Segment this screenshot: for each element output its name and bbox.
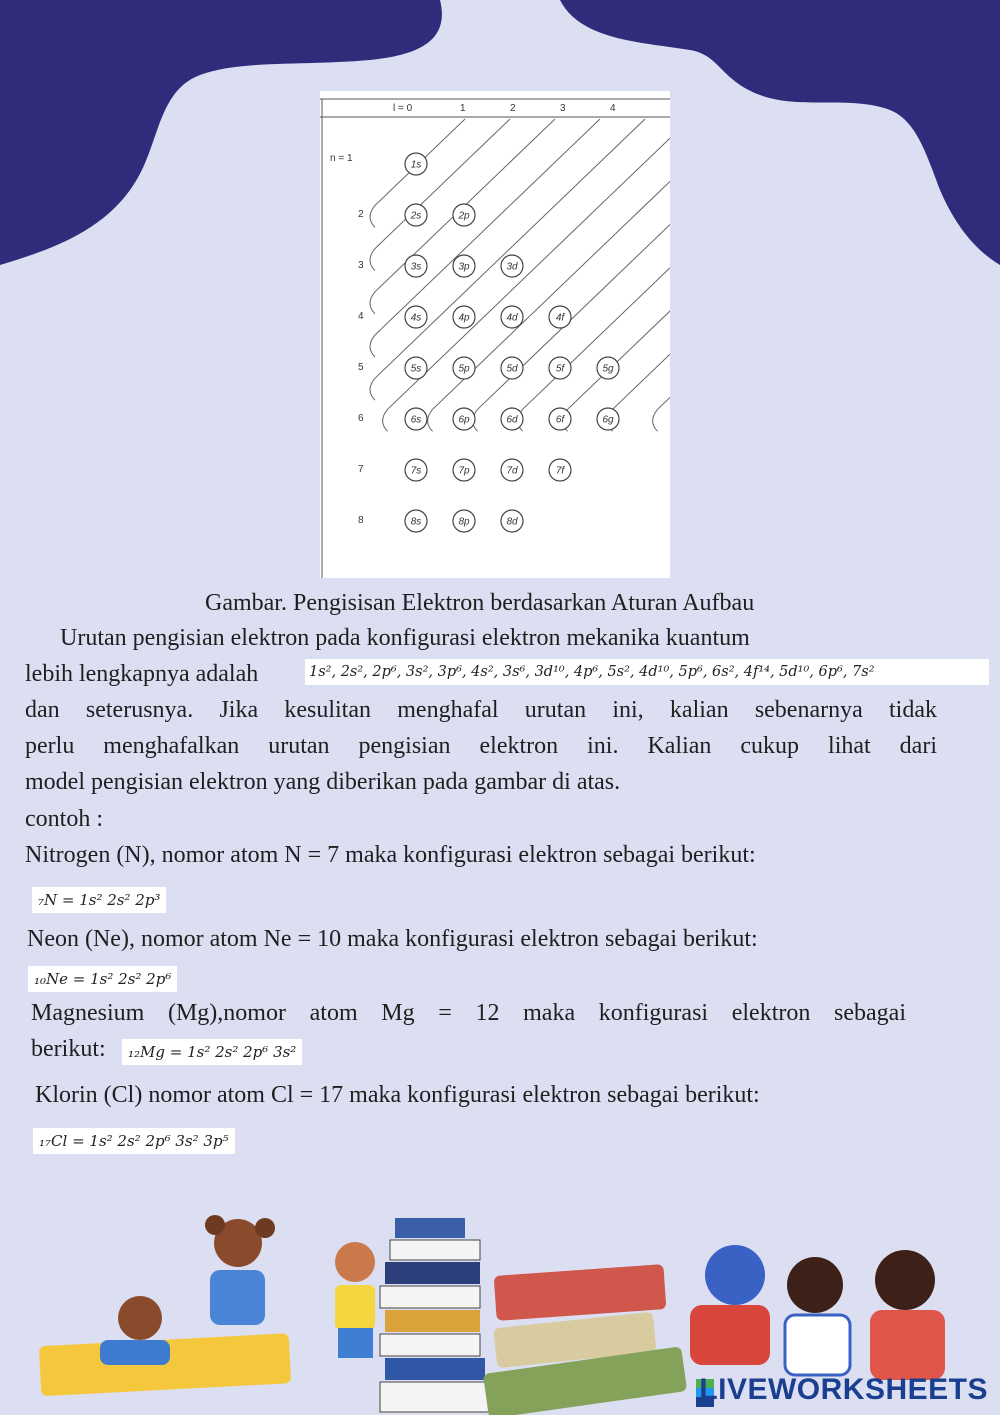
orbital-4f [549,306,571,328]
l-value-3: 3 [560,103,566,114]
paragraph-line-3: dan seterusnya. Jika kesulitan menghafal urutan ini, kalian sebenarnya tidak [25,697,937,723]
l-header: l = 0 [393,103,413,114]
svg-text:8d: 8d [506,516,518,528]
orbital-5d [501,357,523,379]
svg-text:4s: 4s [410,312,422,324]
explanation-paragraph [25,620,937,800]
n-value-7: 7 [358,464,364,475]
svg-text:5g: 5g [602,363,614,375]
paragraph-line-5: model pengisian elektron yang diberikan pada gambar di atas. [25,769,621,795]
orbital-2s [405,204,427,226]
l-value-2: 2 [510,103,516,114]
orbital-5s [405,357,427,379]
n-value-8: 8 [358,515,364,526]
orbital-7s [405,459,427,481]
svg-text:3s: 3s [410,261,422,273]
orbital-6p [453,408,475,430]
paragraph-line-1: Urutan pengisian elektron pada konfigurasi elektron mekanika kuantum [60,625,750,651]
neon-text: Neon (Ne), nomor atom Ne = 10 maka konfigurasi elektron sebagai berikut: [27,926,758,952]
l-value-4: 4 [610,103,616,114]
svg-text:8s: 8s [410,516,422,528]
orbital-7f [549,459,571,481]
orbital-2p [453,204,475,226]
orbital-5f [549,357,571,379]
l-value-1: 1 [460,103,466,114]
filling-arrow-10 [563,119,670,431]
example-label: contoh : [25,806,103,832]
svg-text:6s: 6s [410,414,422,426]
orbital-4d [501,306,523,328]
liveworksheets-watermark[interactable]: LIVEWORKSHEETS [699,1373,988,1406]
svg-text:3p: 3p [458,261,470,273]
orbital-7d [501,459,523,481]
orbital-6f [549,408,571,430]
svg-text:1s: 1s [410,159,422,171]
filling-arrow-12 [653,119,670,431]
svg-text:5p: 5p [458,363,470,375]
svg-text:5s: 5s [410,363,422,375]
n-header: n = 1 [330,153,353,164]
figure-caption: Gambar. Pengisisan Elektron berdasarkan Aturan Aufbau [205,590,755,616]
magnesium-text-2: berikut: [31,1036,106,1062]
neon-formula: ₁₀Ne = 1s² 2s² 2p⁶ [28,966,177,992]
aufbau-diagram-svg [320,91,670,578]
orbital-8s [405,510,427,532]
orbital-6s [405,408,427,430]
svg-text:4d: 4d [506,312,518,324]
svg-text:6f: 6f [555,414,565,426]
svg-text:6d: 6d [506,414,518,426]
orbital-3s [405,255,427,277]
paragraph-line-2: lebih lengkapnya adalah [25,661,259,687]
nitrogen-formula: ₇N = 1s² 2s² 2p³ [32,887,166,913]
svg-text:4p: 4p [458,312,470,324]
aufbau-diagram [320,91,670,578]
n-value-6: 6 [358,413,364,424]
filling-arrow-2 [370,119,510,271]
n-value-3: 3 [358,260,364,271]
orbital-8p [453,510,475,532]
orbital-1s [405,153,427,175]
orbital-5p [453,357,475,379]
orbital-3p [453,255,475,277]
svg-text:7s: 7s [410,465,422,477]
svg-text:6g: 6g [602,414,614,426]
svg-text:6p: 6p [458,414,470,426]
orbital-3d [501,255,523,277]
svg-text:7f: 7f [555,465,565,477]
nitrogen-text: Nitrogen (N), nomor atom N = 7 maka konfigurasi elektron sebagai berikut: [25,842,756,868]
svg-text:5f: 5f [555,363,565,375]
klorin-formula: ₁₇Cl = 1s² 2s² 2p⁶ 3s² 3p⁵ [33,1128,235,1154]
svg-text:4f: 4f [555,312,565,324]
svg-text:3d: 3d [506,261,518,273]
svg-text:2p: 2p [458,210,470,222]
orbital-5g [597,357,619,379]
svg-text:7d: 7d [506,465,518,477]
filling-order-sequence: 1s², 2s², 2p⁶, 3s², 3p⁶, 4s², 3s⁶, 3d¹⁰, 4p⁶, 5s², 4d¹⁰, 5p⁶, 6s², 4f¹⁴, 5d¹⁰, 6p⁶, 7s² [305,659,989,685]
orbital-7p [453,459,475,481]
paragraph-line-4: perlu menghafalkan urutan pengisian elektron ini. Kalian cukup lihat dari [25,733,937,759]
orbital-6g [597,408,619,430]
svg-text:2s: 2s [410,210,422,222]
filling-arrow-8 [473,119,670,431]
n-value-4: 4 [358,311,364,322]
orbital-4s [405,306,427,328]
svg-text:5d: 5d [506,363,518,375]
orbital-4p [453,306,475,328]
magnesium-text: Magnesium (Mg),nomor atom Mg = 12 maka konfigurasi elektron sebagai [31,1000,906,1026]
n-value-5: 5 [358,362,364,373]
magnesium-formula: ₁₂Mg = 1s² 2s² 2p⁶ 3s² [122,1039,302,1065]
svg-text:8p: 8p [458,516,470,528]
svg-text:7p: 7p [458,465,470,477]
orbital-6d [501,408,523,430]
n-value-2: 2 [358,209,364,220]
klorin-text: Klorin (Cl) nomor atom Cl = 17 maka konfigurasi elektron sebagai berikut: [35,1082,760,1108]
orbital-8d [501,510,523,532]
